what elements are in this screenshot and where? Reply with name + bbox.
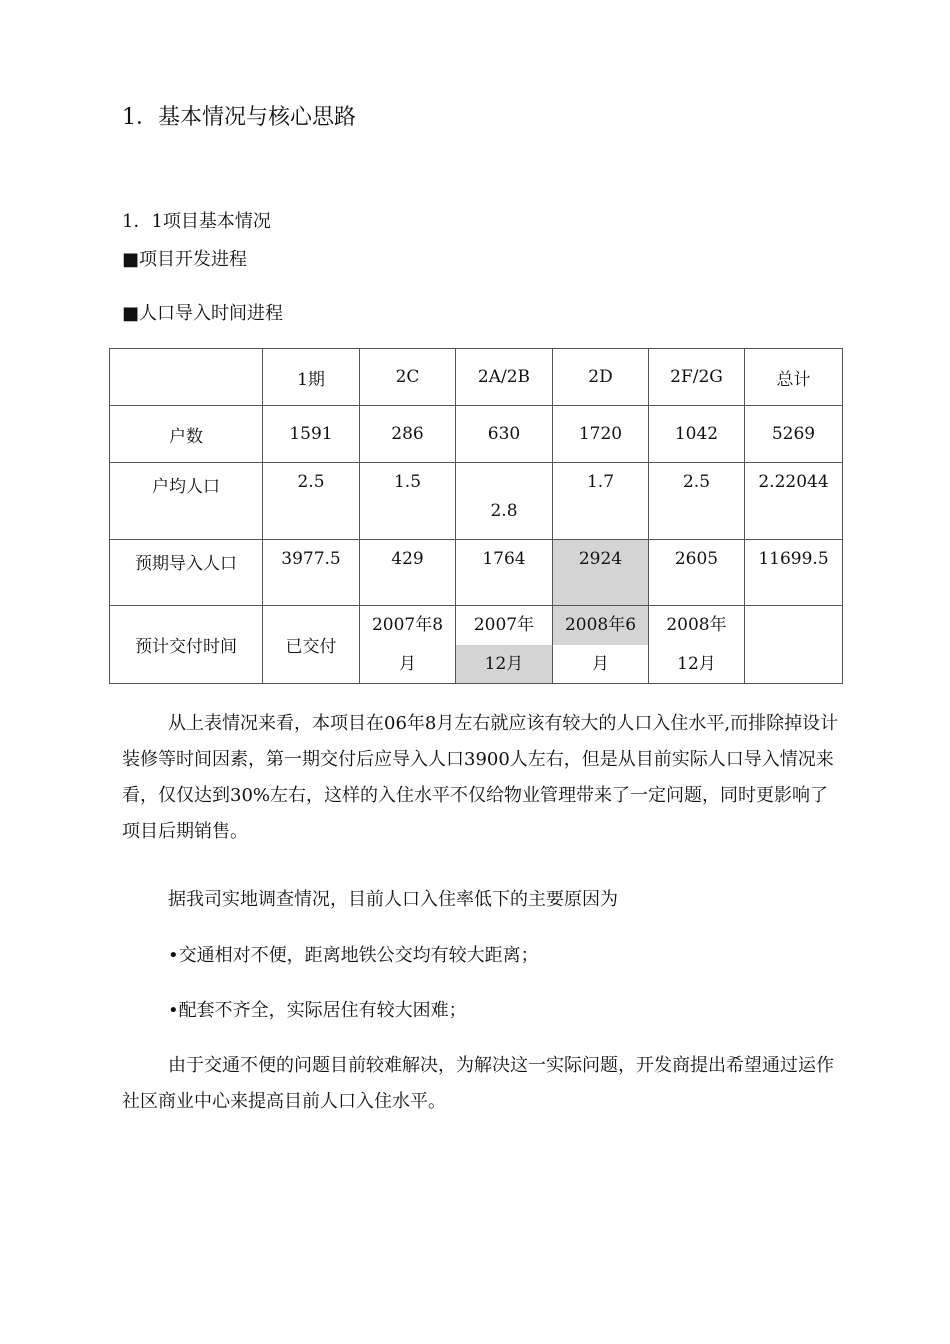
cell-line-highlighted: 2008年6 (553, 606, 648, 645)
cell-line: 月 (399, 653, 416, 674)
row-label: 预计交付时间 (110, 606, 263, 684)
table-cell: 2605 (649, 540, 745, 606)
table-cell: 2.5 (263, 463, 360, 540)
table-cell (456, 606, 553, 684)
table-cell (649, 606, 745, 684)
table-cell: 286 (360, 406, 456, 463)
cell-line: 2008年 (666, 615, 727, 635)
table-cell: 1.5 (360, 463, 456, 540)
table-header-cell: 2C (360, 349, 456, 406)
bullet-heading-population-timeline: ■人口导入时间进程 (122, 303, 284, 324)
table-cell (553, 606, 649, 684)
table-cell: 1042 (649, 406, 745, 463)
row-label: 户数 (110, 406, 263, 463)
table-cell: 1.7 (553, 463, 649, 540)
section-title: 1．基本情况与核心思路 (122, 105, 356, 130)
reason-item: •配套不齐全，实际居住有较大困难； (168, 1000, 467, 1021)
cell-line: 12月 (677, 653, 716, 674)
table-cell: 2.22044 (745, 463, 843, 540)
table-row-delivery (110, 606, 843, 684)
table-cell (360, 606, 456, 684)
table-cell-empty (745, 606, 843, 684)
reason-item: •交通相对不便，距离地铁公交均有较大距离； (168, 945, 539, 966)
table-cell: 2.5 (649, 463, 745, 540)
table-header-cell: 总计 (745, 349, 843, 406)
population-table (109, 348, 843, 684)
bullet-heading-dev-progress: ■项目开发进程 (122, 249, 248, 270)
table-header-cell: 1期 (263, 349, 360, 406)
table-cell: 11699.5 (745, 540, 843, 606)
row-label: 预期导入人口 (110, 540, 263, 606)
paragraph-conclusion: 由于交通不便的问题目前较难解决，为解决这一实际问题，开发商提出希望通过运作社区商业中心来提高目前人口入住水平。 (122, 1055, 834, 1112)
table-cell: 2.8 (456, 463, 553, 540)
table-cell: 3977.5 (263, 540, 360, 606)
table-cell: 630 (456, 406, 553, 463)
table-header-row (110, 349, 843, 406)
subsection-title: 1．1项目基本情况 (122, 211, 271, 232)
table-row (110, 406, 843, 463)
table-header-cell (110, 349, 263, 406)
table-cell: 1720 (553, 406, 649, 463)
table-cell: 1764 (456, 540, 553, 606)
cell-line: 2007年8 (371, 615, 444, 635)
row-label: 户均人口 (110, 463, 263, 540)
cell-line: 月 (592, 653, 609, 674)
table-cell: 已交付 (263, 606, 360, 684)
table-header-cell: 2D (553, 349, 649, 406)
table-header-cell: 2A/2B (456, 349, 553, 406)
table-header-cell: 2F/2G (649, 349, 745, 406)
cell-line-highlighted: 12月 (456, 645, 552, 684)
table-cell: 5269 (745, 406, 843, 463)
table-row (110, 540, 843, 606)
table-row (110, 463, 843, 540)
paragraph-survey: 据我司实地调查情况，目前人口入住率低下的主要原因为 (168, 889, 618, 910)
paragraph-analysis: 从上表情况来看，本项目在06年8月左右就应该有较大的人口入住水平,而排除掉设计装修等时间因素，第一期交付后应导入人口3900人左右，但是从目前实际人口导入情况来看，仅仅达到30%左右，这样的入住水平不仅给物业管理带来了一定问题，同时更影响了项目后期销售。 (122, 713, 839, 842)
table-cell: 1591 (263, 406, 360, 463)
table-cell-highlighted: 2924 (553, 540, 649, 606)
cell-line: 2007年 (473, 615, 535, 635)
table-cell: 429 (360, 540, 456, 606)
